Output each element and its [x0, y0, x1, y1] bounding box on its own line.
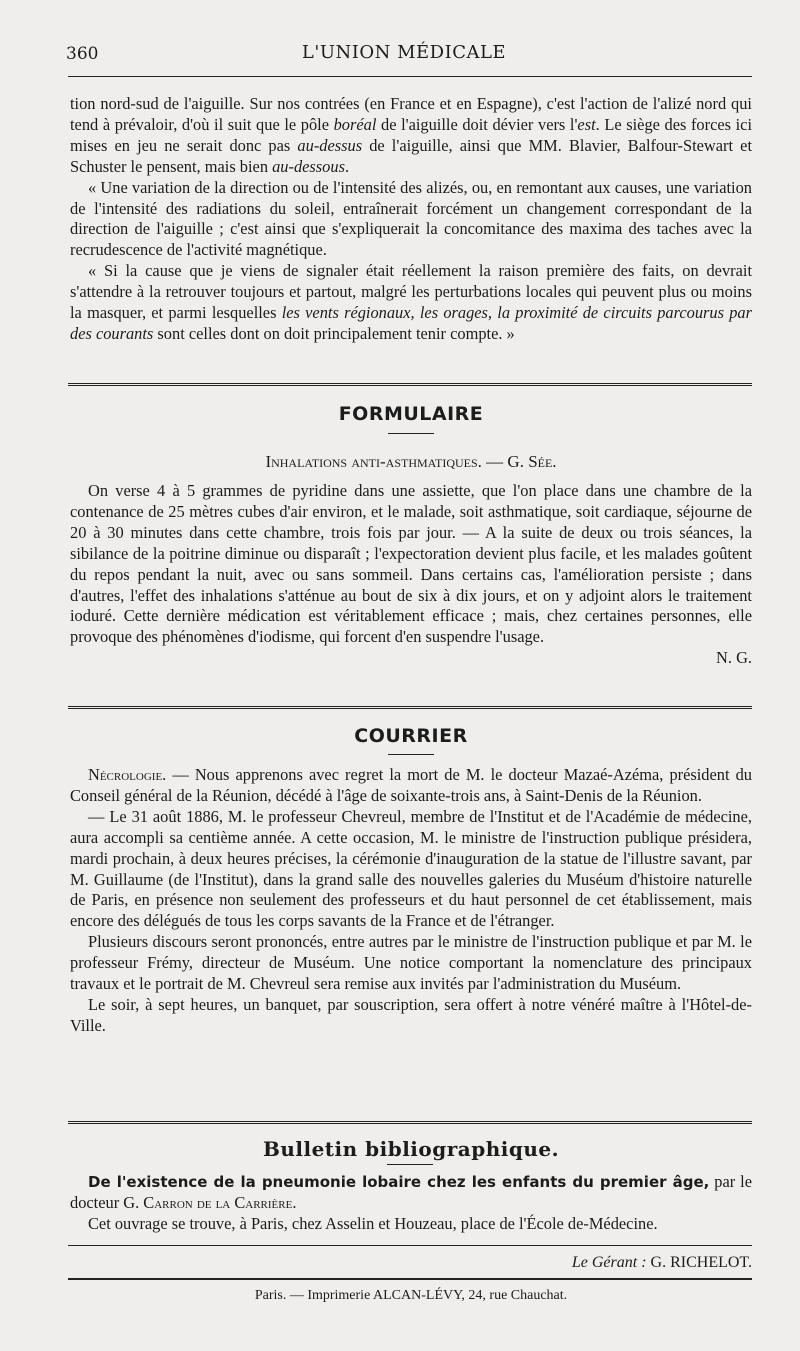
gerant-name: G. RICHELOT. [650, 1254, 752, 1271]
header-rule [68, 76, 752, 77]
formulaire-paragraph: On verse 4 à 5 grammes de pyridine dans une assiette, que l'on place dans une chambre de la contenance de 25 mètres cubes d'air environ, et le malade, soit asthmatique, soit cardiaque, séjourne de 20 à 30 minutes dans cette chambre, trois fois par jour. — A la suite de deux ou trois séances, la sibilance de la poitrine diminue ou disparaît ; l'expectoration devient plus facile, et les malades goûtent du repos pendant la nuit, avec ou sans sommeil. Dans certains cas, l'amélioration persiste ; dans d'autres, l'effet des inhalations s'atténue au bout de six à dix jours, et on y adjoint alors le traitement ioduré. Cette dernière médication est véritablement efficace ; mais, chez certaines personnes, elle provoque des phénomènes d'iodisme, qui forcent d'en suspendre l'usage. [70, 481, 752, 647]
bulletin-title: Bulletin bibliographique. [262, 1137, 560, 1161]
bulletin-availability: Cet ouvrage se trouve, à Paris, chez Asselin et Houzeau, place de l'École de-Médecine. [88, 1213, 658, 1233]
gerant-label: Le Gérant : [571, 1254, 647, 1271]
gerant-rule-top [68, 1245, 752, 1246]
section-divider-1 [68, 383, 752, 386]
formulaire-title: FORMULAIRE [338, 403, 484, 425]
formulaire-subtitle: Inhalations anti-asthmatiques. — G. Sée. [265, 452, 557, 471]
formulaire-title-rule [388, 433, 434, 434]
bulletin-body [70, 1172, 752, 1235]
courrier-title-rule [388, 754, 434, 755]
bulletin-title-rule [387, 1164, 433, 1165]
article-paragraph-3: « Si la cause que je viens de signaler était réellement la raison première des faits, on devrait s'attendre à la retrouver toujours et partout, malgré les perturbations locales qui peuvent plus ou moins la masquer, et parmi lesquelles les vents régionaux, les orages, la proximité de circuits parcourus par des courants sont celles dont on doit principalement tenir compte. » [70, 261, 753, 343]
section-divider-3 [68, 1121, 752, 1124]
article-paragraph-2: « Une variation de la direction ou de l'intensité des alizés, ou, en remontant aux causes, une variation de l'intensité des radiations du soleil, entraînerait forcément un changement correspondant de la direction de l'aiguille ; c'est ainsi que s'expliquerait la concomitance des maxima des taches avec la recrudescence de l'activité magnétique. [70, 177, 752, 260]
running-title: L'UNION MÉDICALE [301, 42, 507, 63]
gerant-rule-bottom [68, 1278, 752, 1280]
page-number: 360 [66, 44, 99, 64]
article-paragraph-1: tion nord-sud de l'aiguille. Sur nos contrées (en France et en Espagne), c'est l'action de l'alizé nord qui tend à prévaloir, d'où il suit que le pôle boréal de l'aiguille doit dévier vers l'est. Le siège des forces ici mises en jeu ne serait donc pas au-dessus de l'aiguille, ainsi que MM. Blavier, Balfour-Stewart et Schuster le pensent, mais bien au-dessous. [70, 94, 752, 176]
courrier-paragraph-2: — Le 31 août 1886, M. le professeur Chevreul, membre de l'Institut et de l'Académie de médecine, aura accompli sa centième année. A cette occasion, M. le ministre de l'instruction publique présidera, mardi prochain, à deux heures précises, la cérémonie d'inauguration de la statue de l'illustre savant, par M. Guillaume (de l'Institut), dans la grand salle des nouvelles galeries du Muséum d'histoire naturelle de Paris, en présence non seulement des professeurs et du haut personnel de cet établissement, mais encore des délégués de tous les corps savants de la France et de l'étranger. [70, 806, 752, 931]
book-title: De l'existence de la pneumonie lobaire chez les enfants du premier âge, [88, 1173, 710, 1191]
courrier-body [70, 765, 752, 1037]
courrier-paragraph-3: Plusieurs discours seront prononcés, entre autres par le ministre de l'instruction publique et par M. le professeur Frémy, directeur de Muséum. Une notice comportant la nomenclature des principaux travaux et le portrait de M. Chevreul sera remise aux invités par l'administration du Muséum. [70, 932, 752, 994]
article-continuation [70, 94, 752, 345]
courrier-paragraph-1: Nécrologie. — Nous apprenons avec regret la mort de M. le docteur Mazaé-Azéma, président du Conseil général de la Réunion, décédé à l'âge de soixante-trois ans, à Saint-Denis de la Réunion. [70, 765, 752, 805]
formulaire-signature: N. G. [716, 648, 752, 668]
courrier-title: COURRIER [354, 725, 468, 747]
printer-imprint: Paris. — Imprimerie ALCAN-LÉVY, 24, rue Chauchat. [254, 1288, 568, 1303]
necrologie-label: Nécrologie. [88, 765, 167, 784]
formulaire-body [70, 481, 752, 669]
page-header [66, 42, 742, 68]
book-author: Carron de la Carrière [143, 1192, 293, 1212]
gerant-line [70, 1254, 752, 1272]
bulletin-book-entry: De l'existence de la pneumonie lobaire chez les enfants du premier âge, par le docteur G. Carron de la Carrière. [70, 1172, 752, 1212]
section-divider-2 [68, 706, 752, 709]
courrier-paragraph-4: Le soir, à sept heures, un banquet, par souscription, sera offert à notre vénéré maître à l'Hôtel-de-Ville. [70, 994, 752, 1035]
